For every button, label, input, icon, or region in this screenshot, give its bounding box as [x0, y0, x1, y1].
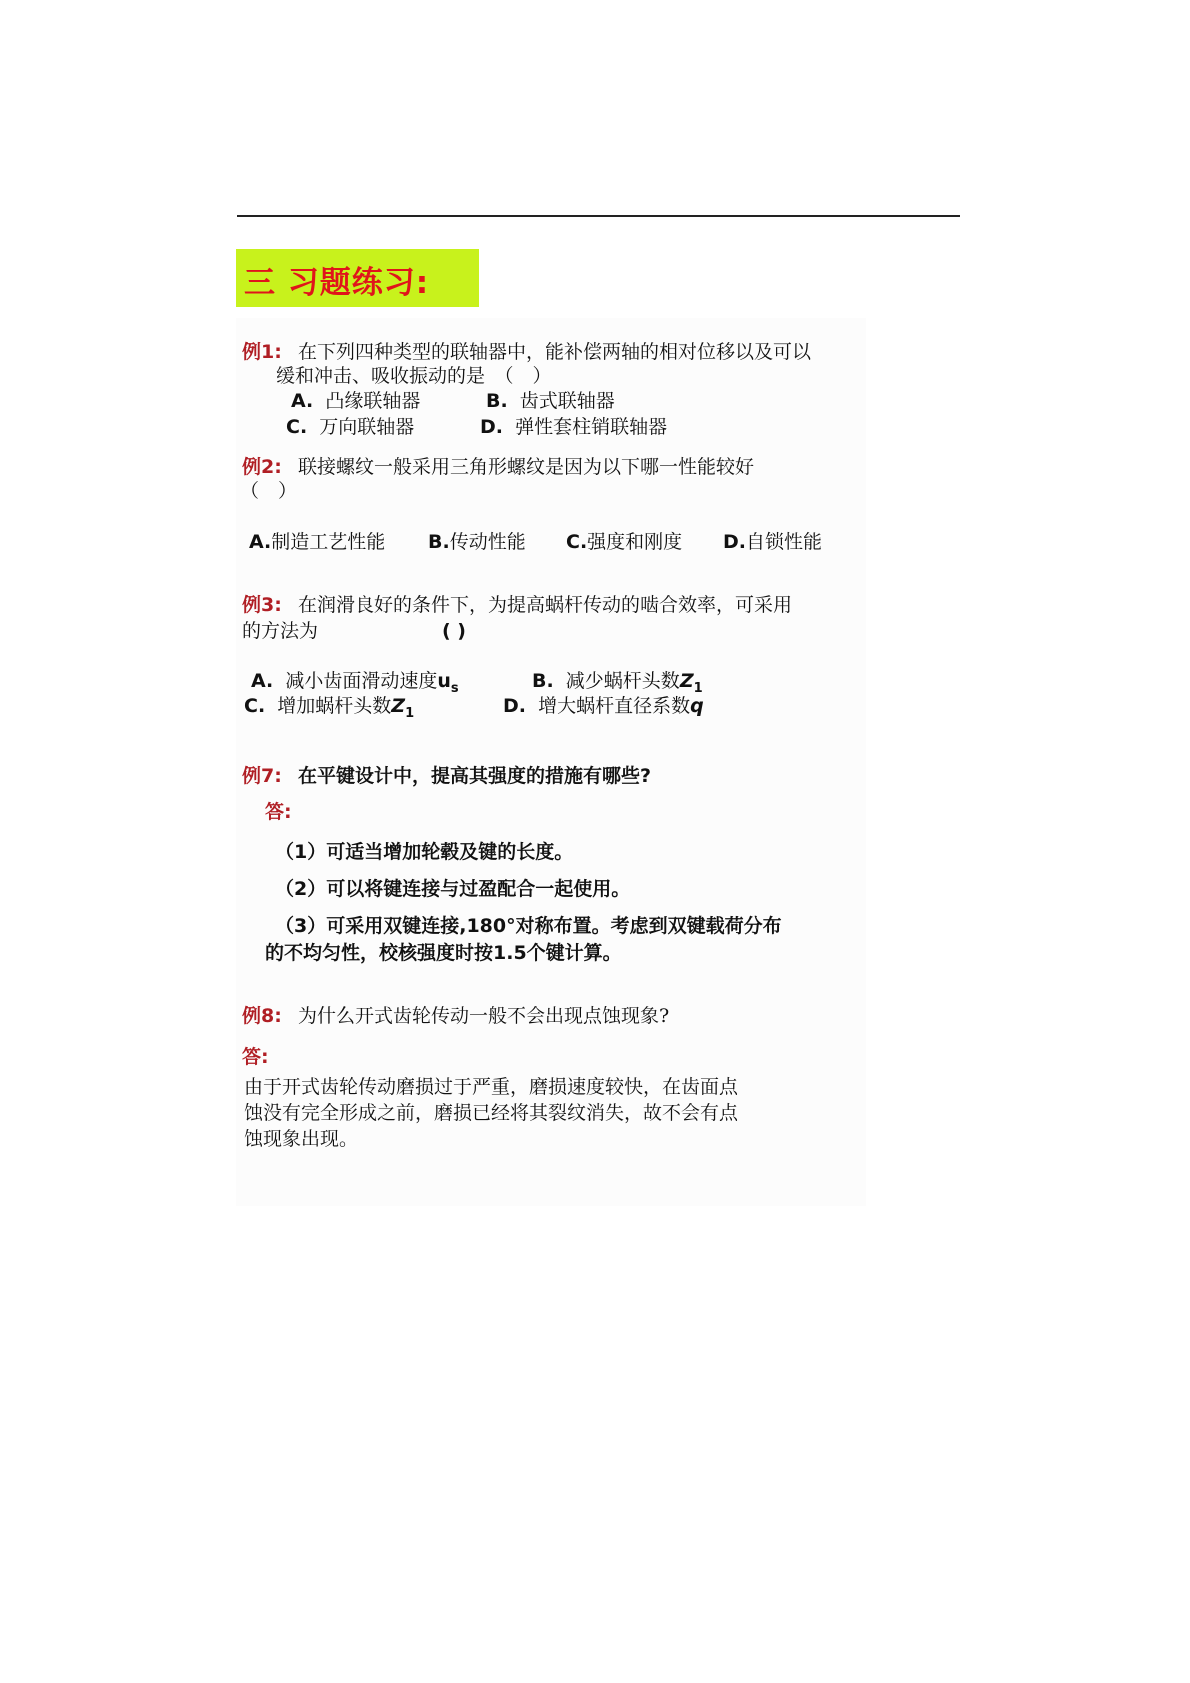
q8-answer-line-1: 由于开式齿轮传动磨损过于严重，磨损速度较快，在齿面点 [244, 1076, 739, 1098]
q3-option-a: A. 减小齿面滑动速度$u_s$ [251, 670, 459, 696]
q3-line2: 的方法为 [242, 620, 319, 642]
q1-option-a: A. 凸缘联轴器 [291, 390, 421, 412]
q3-option-b: B. 减少蜗杆头数$Z_1$ [532, 670, 703, 696]
q3-line1: 在润滑良好的条件下，为提高蜗杆传动的啮合效率，可采用 [298, 594, 793, 616]
q8-answer-line-2: 蚀没有完全形成之前，磨损已经将其裂纹消失，故不会有点 [244, 1102, 739, 1124]
q2-line1: 联接螺纹一般采用三角形螺纹是因为以下哪一性能较好 [298, 456, 755, 478]
q8-answer-label: 答: [242, 1046, 269, 1068]
q8-label: 例8: [242, 1005, 282, 1027]
section-title: 三 习题练习: [244, 265, 430, 301]
q1-line2: 缓和冲击、吸收振动的是 （ ） [276, 365, 552, 387]
q3-label: 例3: [242, 594, 282, 616]
q7-text: 在平键设计中，提高其强度的措施有哪些? [298, 765, 652, 787]
q2-option-b: B.传动性能 [428, 531, 526, 553]
q1-line1: 在下列四种类型的联轴器中，能补偿两轴的相对位移以及可以 [298, 341, 812, 363]
q8-answer-line-3: 蚀现象出现。 [244, 1128, 359, 1150]
q7-answer-2: （2）可以将键连接与过盈配合一起使用。 [275, 878, 631, 900]
q2-line2: （ ） [240, 480, 298, 502]
q7-answer-label: 答: [265, 801, 292, 823]
q7-answer-3-cont: 的不均匀性，校核强度时按1.5个键计算。 [265, 942, 622, 964]
q7-answer-3: （3）可采用双键连接,180°对称布置。考虑到双键载荷分布 [275, 915, 782, 937]
q2-option-c: C.强度和刚度 [566, 531, 683, 553]
exercise-panel [236, 318, 866, 1206]
q2-label: 例2: [242, 456, 282, 478]
q2-option-a: A.制造工艺性能 [249, 531, 386, 553]
q7-label: 例7: [242, 765, 282, 787]
q2-option-d: D.自锁性能 [723, 531, 823, 553]
top-rule [237, 215, 960, 217]
q8-text: 为什么开式齿轮传动一般不会出现点蚀现象? [298, 1005, 670, 1027]
section-banner [236, 249, 479, 307]
q3-blank: ( ) [442, 620, 466, 642]
q1-option-c: C. 万向联轴器 [286, 416, 415, 438]
q1-label: 例1: [242, 341, 282, 363]
q1-option-d: D. 弹性套柱销联轴器 [480, 416, 668, 438]
q3-option-c: C. 增加蜗杆头数$Z_1$ [244, 695, 415, 721]
q3-option-d: D. 增大蜗杆直径系数q [503, 695, 704, 717]
q7-answer-1: （1）可适当增加轮毂及键的长度。 [275, 841, 574, 863]
q1-option-b: B. 齿式联轴器 [486, 390, 615, 412]
